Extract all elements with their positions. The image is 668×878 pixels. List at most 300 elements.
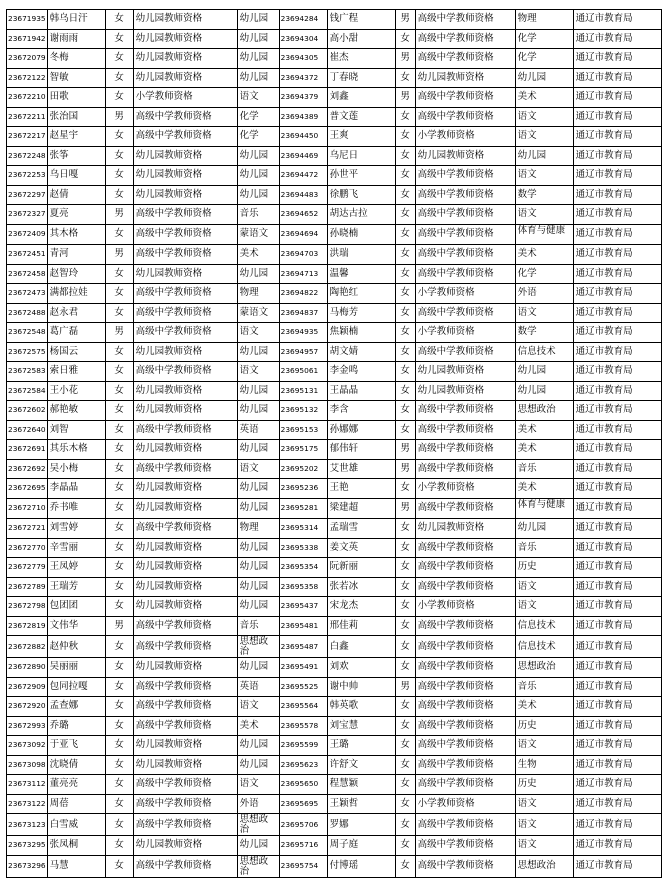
left-name-cell: 白雪威	[47, 814, 105, 836]
right-name-cell: 付博瑶	[327, 855, 395, 877]
left-name-cell: 王小花	[47, 381, 105, 401]
right-subject-cell: 音乐	[515, 677, 573, 697]
right-subject-cell: 语文	[515, 107, 573, 127]
left-gender-cell: 男	[105, 245, 133, 265]
right-cert-cell: 高级中学教师资格	[415, 577, 515, 597]
left-cert-cell: 高级中学教师资格	[133, 775, 237, 795]
right-cert-cell: 小学教师资格	[415, 479, 515, 499]
left-gender-cell: 女	[105, 381, 133, 401]
right-name-cell: 宋龙杰	[327, 597, 395, 617]
right-subject-cell: 幼儿园	[515, 146, 573, 166]
right-name-cell: 王颖哲	[327, 794, 395, 814]
table-row	[7, 814, 662, 836]
left-subject-cell: 幼儿园	[237, 264, 279, 284]
left-gender-cell: 女	[105, 440, 133, 460]
right-gender-cell: 女	[395, 775, 415, 795]
right-name-cell: 程慧颖	[327, 775, 395, 795]
right-gender-cell: 女	[395, 658, 415, 678]
left-subject-cell: 幼儿园	[237, 736, 279, 756]
right-id-cell: 23695175	[279, 440, 327, 460]
table-row	[7, 323, 662, 343]
table-row	[7, 498, 662, 519]
right-cert-cell: 高级中学教师资格	[415, 10, 515, 30]
left-subject-cell: 思想政治	[237, 636, 279, 658]
right-authority-cell: 通辽市教育局	[573, 794, 661, 814]
right-subject-cell: 美术	[515, 245, 573, 265]
right-id-cell: 23694822	[279, 284, 327, 304]
left-id-cell: 23672819	[7, 616, 48, 636]
table-row	[7, 440, 662, 460]
table-row	[7, 755, 662, 775]
left-gender-cell: 男	[105, 616, 133, 636]
left-name-cell: 赵仲秋	[47, 636, 105, 658]
left-subject-cell: 外语	[237, 794, 279, 814]
table-row	[7, 855, 662, 877]
left-gender-cell: 女	[105, 716, 133, 736]
table-row	[7, 166, 662, 186]
left-subject-cell: 幼儿园	[237, 185, 279, 205]
right-cert-cell: 小学教师资格	[415, 323, 515, 343]
left-gender-cell: 女	[105, 519, 133, 539]
right-name-cell: 崔杰	[327, 49, 395, 69]
left-cert-cell: 高级中学教师资格	[133, 205, 237, 225]
right-id-cell: 23695487	[279, 636, 327, 658]
right-name-cell: 温馨	[327, 264, 395, 284]
left-subject-cell: 音乐	[237, 205, 279, 225]
left-cert-cell: 高级中学教师资格	[133, 716, 237, 736]
right-subject-cell: 语文	[515, 205, 573, 225]
right-id-cell: 23695236	[279, 479, 327, 499]
table-row	[7, 697, 662, 717]
left-id-cell: 23672488	[7, 303, 48, 323]
left-name-cell: 赵倩	[47, 185, 105, 205]
left-id-cell: 23672640	[7, 420, 48, 440]
right-gender-cell: 女	[395, 68, 415, 88]
right-authority-cell: 通辽市教育局	[573, 29, 661, 49]
table-row	[7, 185, 662, 205]
left-subject-cell: 幼儿园	[237, 836, 279, 856]
left-cert-cell: 高级中学教师资格	[133, 616, 237, 636]
left-id-cell: 23672211	[7, 107, 48, 127]
left-gender-cell: 女	[105, 264, 133, 284]
right-subject-cell: 历史	[515, 558, 573, 578]
right-authority-cell: 通辽市教育局	[573, 185, 661, 205]
left-gender-cell: 女	[105, 127, 133, 147]
right-authority-cell: 通辽市教育局	[573, 479, 661, 499]
left-gender-cell: 女	[105, 855, 133, 877]
left-id-cell: 23672575	[7, 342, 48, 362]
left-id-cell: 23672327	[7, 205, 48, 225]
right-cert-cell: 高级中学教师资格	[415, 205, 515, 225]
right-name-cell: 刘欢	[327, 658, 395, 678]
right-cert-cell: 高级中学教师资格	[415, 658, 515, 678]
table-row	[7, 577, 662, 597]
left-gender-cell: 女	[105, 401, 133, 421]
right-name-cell: 梁建超	[327, 498, 395, 519]
right-cert-cell: 小学教师资格	[415, 127, 515, 147]
right-id-cell: 23694379	[279, 88, 327, 108]
left-id-cell: 23672583	[7, 362, 48, 382]
right-authority-cell: 通辽市教育局	[573, 245, 661, 265]
left-name-cell: 于亚飞	[47, 736, 105, 756]
right-name-cell: 普文莲	[327, 107, 395, 127]
left-subject-cell: 幼儿园	[237, 342, 279, 362]
right-gender-cell: 男	[395, 677, 415, 697]
right-authority-cell: 通辽市教育局	[573, 677, 661, 697]
right-subject-cell: 美术	[515, 479, 573, 499]
right-cert-cell: 高级中学教师资格	[415, 616, 515, 636]
left-name-cell: 赵星宇	[47, 127, 105, 147]
right-name-cell: 胡文婧	[327, 342, 395, 362]
left-name-cell: 谢雨雨	[47, 29, 105, 49]
right-authority-cell: 通辽市教育局	[573, 558, 661, 578]
left-gender-cell: 男	[105, 107, 133, 127]
left-cert-cell: 高级中学教师资格	[133, 224, 237, 245]
left-subject-cell: 化学	[237, 127, 279, 147]
left-name-cell: 乔书唯	[47, 498, 105, 519]
left-name-cell: 乔璐	[47, 716, 105, 736]
right-id-cell: 23695754	[279, 855, 327, 877]
table-row	[7, 558, 662, 578]
right-subject-cell: 思想政治	[515, 855, 573, 877]
right-authority-cell: 通辽市教育局	[573, 10, 661, 30]
right-name-cell: 王晶晶	[327, 381, 395, 401]
table-row	[7, 459, 662, 479]
table-row	[7, 677, 662, 697]
left-cert-cell: 幼儿园教师资格	[133, 68, 237, 88]
left-subject-cell: 物理	[237, 284, 279, 304]
left-name-cell: 葛广磊	[47, 323, 105, 343]
left-id-cell: 23673122	[7, 794, 48, 814]
left-id-cell: 23672079	[7, 49, 48, 69]
right-subject-cell: 语文	[515, 303, 573, 323]
table-row	[7, 146, 662, 166]
left-cert-cell: 幼儿园教师资格	[133, 381, 237, 401]
left-id-cell: 23672882	[7, 636, 48, 658]
left-id-cell: 23672692	[7, 459, 48, 479]
left-gender-cell: 女	[105, 794, 133, 814]
left-gender-cell: 女	[105, 498, 133, 519]
right-authority-cell: 通辽市教育局	[573, 538, 661, 558]
right-id-cell: 23694703	[279, 245, 327, 265]
right-gender-cell: 女	[395, 755, 415, 775]
right-cert-cell: 高级中学教师资格	[415, 440, 515, 460]
left-name-cell: 其乐木格	[47, 440, 105, 460]
left-id-cell: 23672770	[7, 538, 48, 558]
table-row	[7, 205, 662, 225]
right-id-cell: 23694935	[279, 323, 327, 343]
right-authority-cell: 通辽市教育局	[573, 264, 661, 284]
right-name-cell: 丁春晓	[327, 68, 395, 88]
left-cert-cell: 幼儿园教师资格	[133, 558, 237, 578]
left-cert-cell: 高级中学教师资格	[133, 303, 237, 323]
left-cert-cell: 高级中学教师资格	[133, 519, 237, 539]
right-authority-cell: 通辽市教育局	[573, 755, 661, 775]
right-authority-cell: 通辽市教育局	[573, 224, 661, 245]
right-subject-cell: 生物	[515, 755, 573, 775]
right-authority-cell: 通辽市教育局	[573, 342, 661, 362]
right-subject-cell: 信息技术	[515, 616, 573, 636]
right-cert-cell: 幼儿园教师资格	[415, 146, 515, 166]
right-id-cell: 23694837	[279, 303, 327, 323]
left-subject-cell: 幼儿园	[237, 401, 279, 421]
left-id-cell: 23671935	[7, 10, 48, 30]
right-authority-cell: 通辽市教育局	[573, 284, 661, 304]
right-subject-cell: 美术	[515, 440, 573, 460]
right-cert-cell: 高级中学教师资格	[415, 459, 515, 479]
right-cert-cell: 小学教师资格	[415, 794, 515, 814]
right-authority-cell: 通辽市教育局	[573, 498, 661, 519]
right-gender-cell: 女	[395, 814, 415, 836]
right-gender-cell: 女	[395, 127, 415, 147]
right-name-cell: 王爽	[327, 127, 395, 147]
right-name-cell: 王艳	[327, 479, 395, 499]
right-gender-cell: 女	[395, 794, 415, 814]
right-gender-cell: 男	[395, 498, 415, 519]
right-authority-cell: 通辽市教育局	[573, 88, 661, 108]
left-subject-cell: 语文	[237, 697, 279, 717]
right-cert-cell: 高级中学教师资格	[415, 498, 515, 519]
right-cert-cell: 幼儿园教师资格	[415, 519, 515, 539]
right-id-cell: 23695623	[279, 755, 327, 775]
right-authority-cell: 通辽市教育局	[573, 855, 661, 877]
left-id-cell: 23671942	[7, 29, 48, 49]
left-id-cell: 23672920	[7, 697, 48, 717]
left-name-cell: 周蓓	[47, 794, 105, 814]
right-name-cell: 乌尼日	[327, 146, 395, 166]
right-name-cell: 刘鑫	[327, 88, 395, 108]
right-cert-cell: 小学教师资格	[415, 597, 515, 617]
right-authority-cell: 通辽市教育局	[573, 616, 661, 636]
right-name-cell: 郁伟轩	[327, 440, 395, 460]
right-name-cell: 罗娜	[327, 814, 395, 836]
right-cert-cell: 高级中学教师资格	[415, 420, 515, 440]
right-id-cell: 23695491	[279, 658, 327, 678]
left-cert-cell: 高级中学教师资格	[133, 814, 237, 836]
right-gender-cell: 女	[395, 420, 415, 440]
right-id-cell: 23695481	[279, 616, 327, 636]
right-authority-cell: 通辽市教育局	[573, 323, 661, 343]
left-cert-cell: 幼儿园教师资格	[133, 498, 237, 519]
right-cert-cell: 高级中学教师资格	[415, 775, 515, 795]
table-row	[7, 284, 662, 304]
left-name-cell: 王凤婷	[47, 558, 105, 578]
right-cert-cell: 高级中学教师资格	[415, 107, 515, 127]
left-name-cell: 智敏	[47, 68, 105, 88]
left-gender-cell: 女	[105, 68, 133, 88]
left-cert-cell: 高级中学教师资格	[133, 855, 237, 877]
right-authority-cell: 通辽市教育局	[573, 362, 661, 382]
left-id-cell: 23672798	[7, 597, 48, 617]
table-row	[7, 127, 662, 147]
right-id-cell: 23695202	[279, 459, 327, 479]
left-cert-cell: 幼儿园教师资格	[133, 577, 237, 597]
right-gender-cell: 女	[395, 107, 415, 127]
left-gender-cell: 女	[105, 558, 133, 578]
left-name-cell: 吴丽丽	[47, 658, 105, 678]
left-name-cell: 乌日嘎	[47, 166, 105, 186]
left-subject-cell: 化学	[237, 107, 279, 127]
right-subject-cell: 外语	[515, 284, 573, 304]
right-subject-cell: 幼儿园	[515, 68, 573, 88]
right-cert-cell: 高级中学教师资格	[415, 264, 515, 284]
left-gender-cell: 女	[105, 185, 133, 205]
right-name-cell: 阮新丽	[327, 558, 395, 578]
left-subject-cell: 幼儿园	[237, 658, 279, 678]
right-name-cell: 白鑫	[327, 636, 395, 658]
right-name-cell: 钱广程	[327, 10, 395, 30]
right-gender-cell: 男	[395, 10, 415, 30]
table-row	[7, 479, 662, 499]
right-name-cell: 徐鹏飞	[327, 185, 395, 205]
right-name-cell: 姜文英	[327, 538, 395, 558]
right-id-cell: 23695131	[279, 381, 327, 401]
right-gender-cell: 男	[395, 88, 415, 108]
right-authority-cell: 通辽市教育局	[573, 597, 661, 617]
right-gender-cell: 女	[395, 697, 415, 717]
right-id-cell: 23695153	[279, 420, 327, 440]
right-subject-cell: 数学	[515, 323, 573, 343]
right-name-cell: 王璐	[327, 736, 395, 756]
left-name-cell: 李晶晶	[47, 479, 105, 499]
right-id-cell: 23695578	[279, 716, 327, 736]
left-subject-cell: 幼儿园	[237, 146, 279, 166]
left-subject-cell: 幼儿园	[237, 498, 279, 519]
right-id-cell: 23695564	[279, 697, 327, 717]
right-cert-cell: 幼儿园教师资格	[415, 68, 515, 88]
right-name-cell: 孙晓楠	[327, 224, 395, 245]
right-gender-cell: 女	[395, 284, 415, 304]
right-id-cell: 23695525	[279, 677, 327, 697]
table-row	[7, 538, 662, 558]
left-subject-cell: 思想政治	[237, 855, 279, 877]
right-subject-cell: 音乐	[515, 538, 573, 558]
left-subject-cell: 幼儿园	[237, 68, 279, 88]
right-name-cell: 高小甜	[327, 29, 395, 49]
right-authority-cell: 通辽市教育局	[573, 440, 661, 460]
right-subject-cell: 幼儿园	[515, 519, 573, 539]
right-subject-cell: 幼儿园	[515, 381, 573, 401]
right-id-cell: 23695706	[279, 814, 327, 836]
left-id-cell: 23672993	[7, 716, 48, 736]
left-gender-cell: 男	[105, 323, 133, 343]
right-subject-cell: 美术	[515, 88, 573, 108]
table-row	[7, 10, 662, 30]
right-gender-cell: 女	[395, 362, 415, 382]
right-cert-cell: 高级中学教师资格	[415, 166, 515, 186]
right-cert-cell: 高级中学教师资格	[415, 677, 515, 697]
left-id-cell: 23672710	[7, 498, 48, 519]
left-subject-cell: 幼儿园	[237, 381, 279, 401]
table-row	[7, 420, 662, 440]
right-gender-cell: 女	[395, 342, 415, 362]
right-id-cell: 23695650	[279, 775, 327, 795]
right-id-cell: 23695132	[279, 401, 327, 421]
right-id-cell: 23694305	[279, 49, 327, 69]
right-gender-cell: 女	[395, 836, 415, 856]
right-authority-cell: 通辽市教育局	[573, 775, 661, 795]
right-cert-cell: 高级中学教师资格	[415, 716, 515, 736]
right-gender-cell: 女	[395, 303, 415, 323]
left-cert-cell: 幼儿园教师资格	[133, 10, 237, 30]
left-cert-cell: 幼儿园教师资格	[133, 185, 237, 205]
left-gender-cell: 女	[105, 597, 133, 617]
right-authority-cell: 通辽市教育局	[573, 736, 661, 756]
right-subject-cell: 语文	[515, 736, 573, 756]
right-cert-cell: 高级中学教师资格	[415, 303, 515, 323]
left-name-cell: 冬梅	[47, 49, 105, 69]
left-cert-cell: 幼儿园教师资格	[133, 401, 237, 421]
table-row	[7, 88, 662, 108]
right-subject-cell: 语文	[515, 794, 573, 814]
right-gender-cell: 女	[395, 205, 415, 225]
right-cert-cell: 高级中学教师资格	[415, 814, 515, 836]
right-authority-cell: 通辽市教育局	[573, 697, 661, 717]
left-id-cell: 23672248	[7, 146, 48, 166]
right-name-cell: 孙世平	[327, 166, 395, 186]
left-id-cell: 23673112	[7, 775, 48, 795]
right-authority-cell: 通辽市教育局	[573, 519, 661, 539]
table-row	[7, 716, 662, 736]
left-id-cell: 23672695	[7, 479, 48, 499]
table-row	[7, 224, 662, 245]
right-gender-cell: 男	[395, 440, 415, 460]
right-name-cell: 马梅芳	[327, 303, 395, 323]
left-cert-cell: 高级中学教师资格	[133, 245, 237, 265]
right-authority-cell: 通辽市教育局	[573, 107, 661, 127]
right-authority-cell: 通辽市教育局	[573, 205, 661, 225]
left-name-cell: 张治国	[47, 107, 105, 127]
right-subject-cell: 信息技术	[515, 342, 573, 362]
right-subject-cell: 数学	[515, 185, 573, 205]
right-subject-cell: 思想政治	[515, 658, 573, 678]
left-cert-cell: 小学教师资格	[133, 88, 237, 108]
left-name-cell: 沈晓倩	[47, 755, 105, 775]
table-row	[7, 658, 662, 678]
table-row	[7, 68, 662, 88]
left-gender-cell: 女	[105, 420, 133, 440]
left-id-cell: 23673123	[7, 814, 48, 836]
right-id-cell: 23695599	[279, 736, 327, 756]
right-authority-cell: 通辽市教育局	[573, 303, 661, 323]
right-name-cell: 韩英歌	[327, 697, 395, 717]
right-id-cell: 23695716	[279, 836, 327, 856]
left-name-cell: 杨国云	[47, 342, 105, 362]
left-cert-cell: 幼儿园教师资格	[133, 146, 237, 166]
right-id-cell: 23695281	[279, 498, 327, 519]
left-id-cell: 23672602	[7, 401, 48, 421]
right-subject-cell: 语文	[515, 127, 573, 147]
left-cert-cell: 幼儿园教师资格	[133, 49, 237, 69]
left-id-cell: 23673092	[7, 736, 48, 756]
right-gender-cell: 女	[395, 577, 415, 597]
right-gender-cell: 女	[395, 185, 415, 205]
left-subject-cell: 物理	[237, 519, 279, 539]
right-gender-cell: 女	[395, 381, 415, 401]
left-cert-cell: 高级中学教师资格	[133, 459, 237, 479]
left-id-cell: 23672691	[7, 440, 48, 460]
right-subject-cell: 幼儿园	[515, 362, 573, 382]
left-name-cell: 包团团	[47, 597, 105, 617]
table-row	[7, 381, 662, 401]
right-authority-cell: 通辽市教育局	[573, 166, 661, 186]
right-authority-cell: 通辽市教育局	[573, 716, 661, 736]
left-cert-cell: 高级中学教师资格	[133, 107, 237, 127]
left-gender-cell: 女	[105, 697, 133, 717]
left-name-cell: 赵智玲	[47, 264, 105, 284]
right-gender-cell: 女	[395, 597, 415, 617]
right-gender-cell: 女	[395, 736, 415, 756]
